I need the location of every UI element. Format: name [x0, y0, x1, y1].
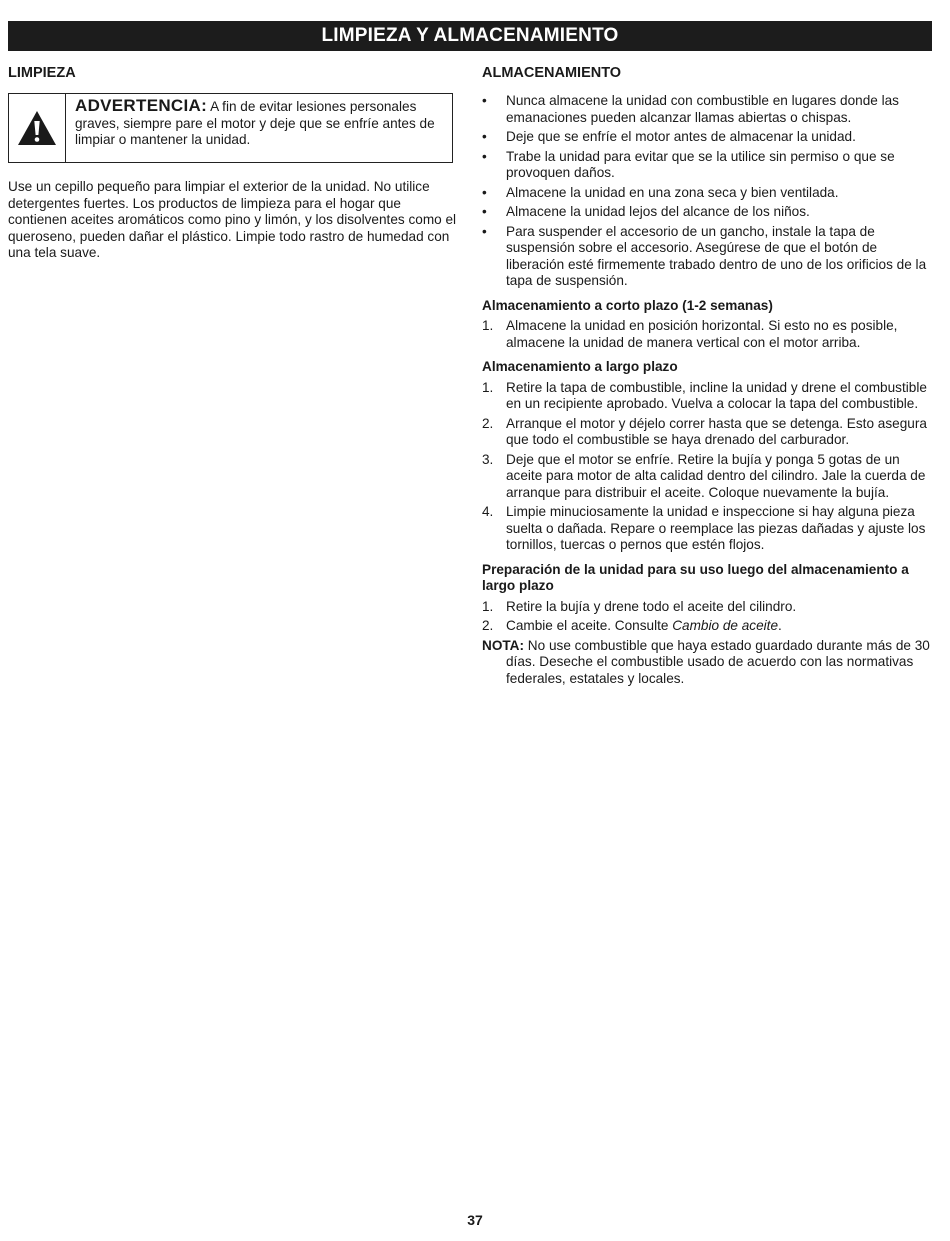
bullet-text: Almacene la unidad lejos del alcance de los niños. — [506, 204, 810, 219]
short-term-heading: Almacenamiento a corto plazo (1-2 semanas) — [482, 297, 773, 313]
short-term-steps — [482, 318, 932, 351]
bullet-text: Almacene la unidad en una zona seca y bien ventilada. — [506, 184, 839, 200]
bullet-icon: • — [482, 184, 487, 200]
page-number: 37 — [467, 1212, 483, 1228]
note-label: NOTA: — [482, 637, 525, 653]
list-item — [482, 599, 932, 616]
bullet-icon: • — [482, 129, 487, 144]
list-item — [482, 204, 932, 221]
preparation-steps — [482, 599, 932, 635]
bullet-text: Para suspender el accesorio de un gancho, instale la tapa de suspensión sobre el accesorio. Asegúrese de que el botón de liberación esté firmemente trabado dentro de uno de los orificios de la tapa de suspensión. — [506, 223, 927, 288]
limpieza-paragraph: Use un cepillo pequeño para limpiar el exterior de la unidad. No utilice detergentes fuertes. Los productos de limpieza para el hogar que contienen aceites aromáticos como pino y limón, y los disolventes como el queroseno, pueden dañar el plástico. Limpie todo rastro de humedad con una tela suave. — [8, 179, 457, 260]
long-term-steps — [482, 380, 932, 554]
bullet-text: Nunca almacene la unidad con combustible en lugares donde las emanaciones pueden alcanzar llamas abiertas o chispas. — [506, 93, 899, 125]
step-number: 2. — [482, 618, 494, 633]
step-text: Retire la tapa de combustible, incline la unidad y drene el combustible en un recipiente aprobado. Vuelva a colocar la tapa del combustible. — [506, 379, 927, 411]
almacenamiento-column — [482, 64, 932, 687]
step-number: 4. — [482, 504, 494, 519]
list-item — [482, 149, 932, 182]
step-text: Cambie el aceite. Consulte — [506, 618, 673, 633]
note — [482, 638, 932, 688]
bullet-icon: • — [482, 223, 487, 239]
bullet-text: Deje que se enfríe el motor antes de almacenar la unidad. — [506, 129, 856, 144]
almacenamiento-heading: ALMACENAMIENTO — [482, 65, 622, 81]
list-item — [482, 93, 932, 126]
step-number: 1. — [482, 379, 494, 395]
warning-icon-cell — [9, 94, 66, 162]
step-text: Deje que el motor se enfríe. Retire la bujía y ponga 5 gotas de un aceite para motor de alta calidad dentro del cilindro. Jale la cuerda de arranque para distribuir el aceite. Coloque nuevamente la bujía. — [506, 451, 926, 500]
list-item — [482, 129, 932, 146]
note-text: No use combustible que haya estado guardado durante más de 30 días. Deseche el combustible usado de acuerdo con las normativas federales, estatales y locales. — [506, 637, 930, 686]
bullet-text: Trabe la unidad para evitar que se la utilice sin permiso o que se provoquen daños. — [506, 148, 895, 180]
step-number: 3. — [482, 451, 494, 467]
preparation-heading: Preparación de la unidad para su uso luego del almacenamiento a largo plazo — [482, 561, 909, 593]
list-item — [482, 318, 932, 351]
list-item — [482, 185, 932, 202]
step-text: Arranque el motor y déjelo correr hasta que se detenga. Esto asegura que todo el combustible se haya drenado del carburador. — [506, 415, 927, 447]
step-text: Limpie minuciosamente la unidad e inspeccione si hay alguna pieza suelta o dañada. Repare o reemplace las piezas dañadas y ajuste los tornillos, tuercas o pernos que estén flojos. — [506, 504, 926, 552]
list-item — [482, 380, 932, 413]
step-suffix: . — [778, 618, 782, 633]
long-term-heading: Almacenamiento a largo plazo — [482, 359, 678, 374]
step-number: 2. — [482, 415, 494, 431]
storage-bullet-list — [482, 93, 932, 290]
step-number: 1. — [482, 598, 494, 614]
list-item — [482, 504, 932, 554]
step-text: Retire la bujía y drene todo el aceite del cilindro. — [506, 598, 797, 614]
limpieza-column — [8, 64, 458, 262]
manual-reference: Cambio de aceite — [672, 618, 779, 633]
bullet-icon: • — [482, 148, 487, 164]
step-text: Almacene la unidad en posición horizontal. Si esto no es posible, almacene la unidad de manera vertical con el motor arriba. — [506, 318, 898, 350]
warning-text — [75, 98, 444, 149]
step-number: 1. — [482, 318, 494, 333]
warning-triangle-icon — [17, 110, 57, 146]
bullet-icon: • — [482, 93, 487, 108]
section-banner: LIMPIEZA Y ALMACENAMIENTO — [8, 21, 932, 51]
bullet-icon: • — [482, 204, 487, 219]
list-item — [482, 416, 932, 449]
warning-message: A fin de evitar lesiones personales graves, siempre pare el motor y deje que se enfríe antes de limpiar o mantener la unidad. — [75, 99, 435, 147]
list-item — [482, 618, 932, 635]
list-item — [482, 452, 932, 502]
warning-box — [8, 93, 453, 163]
list-item — [482, 224, 932, 290]
warning-title: ADVERTENCIA: — [75, 96, 208, 115]
limpieza-heading: LIMPIEZA — [8, 65, 76, 81]
